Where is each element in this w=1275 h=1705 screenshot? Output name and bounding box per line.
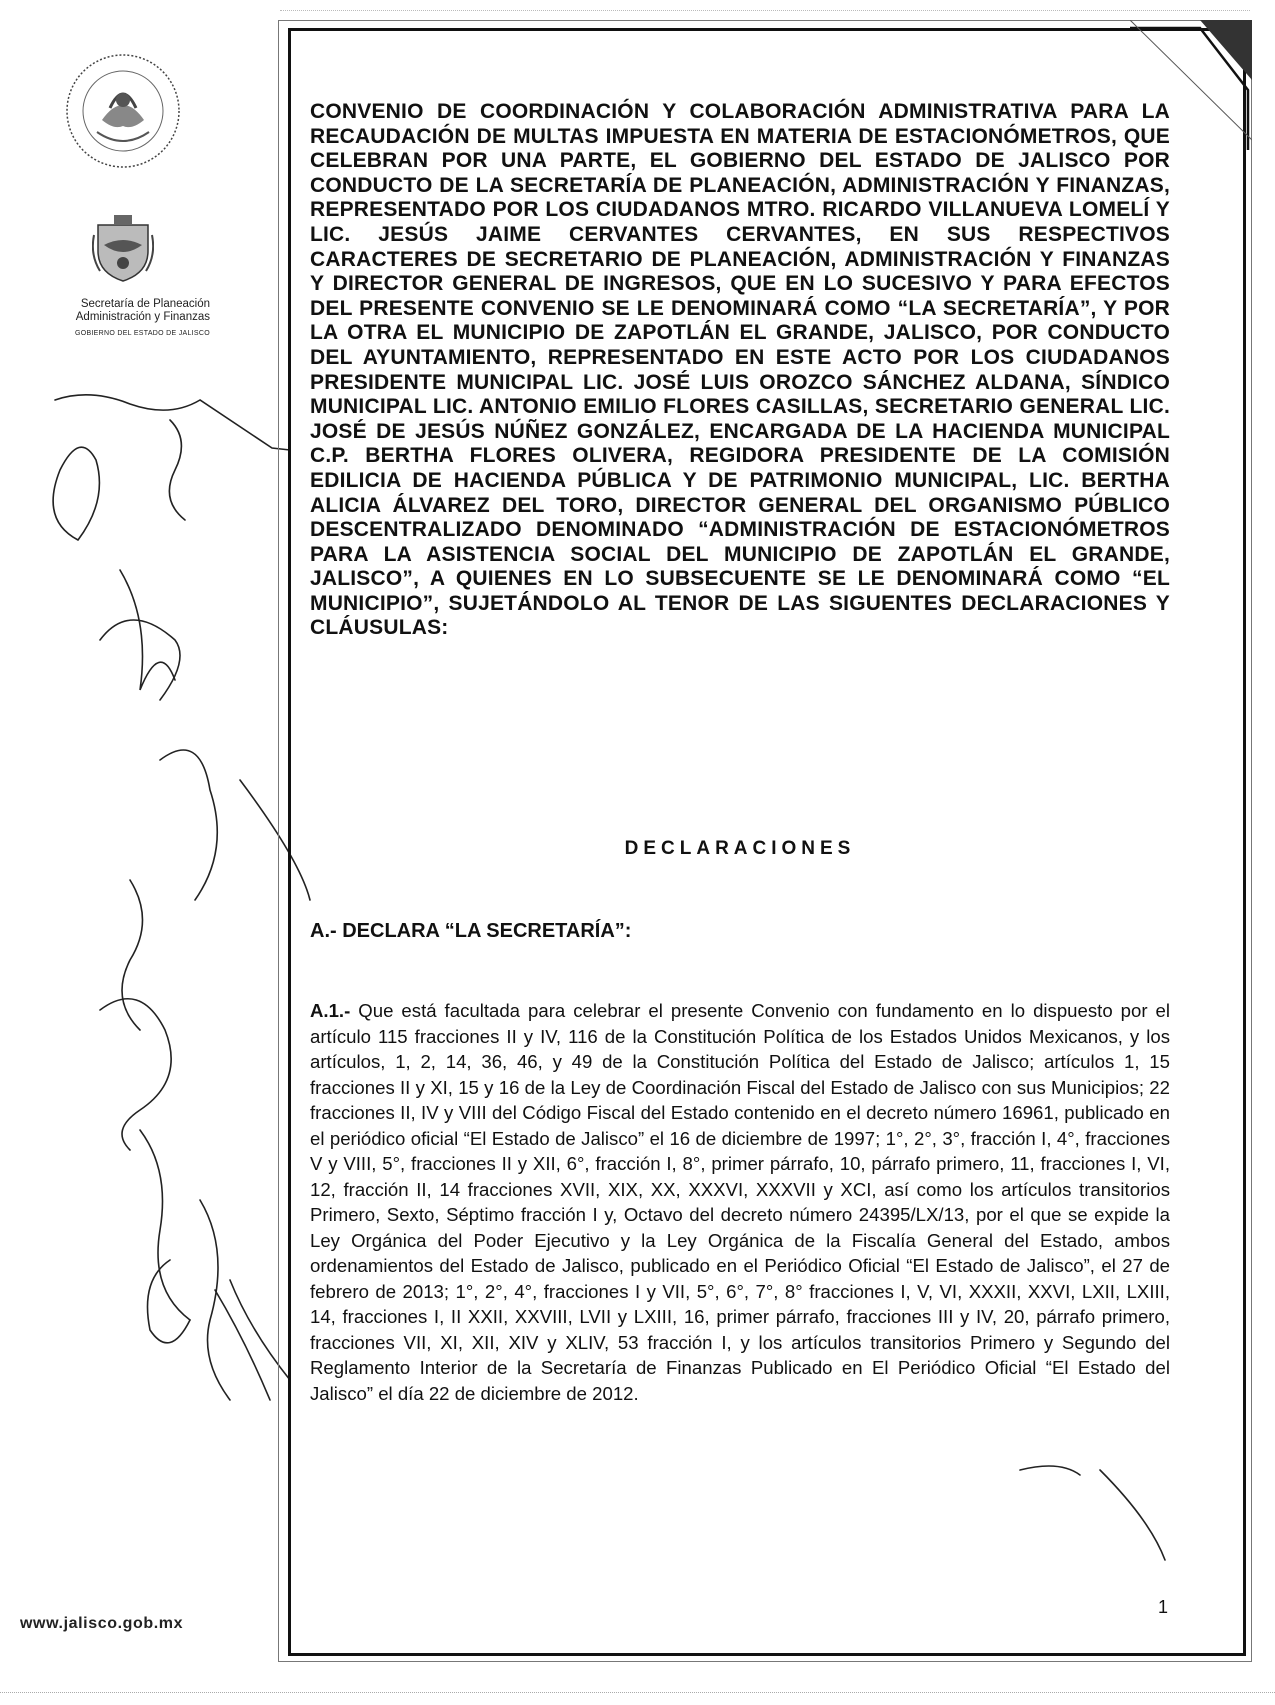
paragraph-a1-label: A.1.- [310, 1000, 351, 1021]
scan-top-edge [280, 10, 1250, 11]
website-link[interactable]: www.jalisco.gob.mx [20, 1615, 184, 1632]
agreement-title: CONVENIO DE COORDINACIÓN Y COLABORACIÓN ADMINISTRATIVA PARA LA RECAUDACIÓN DE MULTAS IMPUESTA EN MATERIA DE ESTACIONÓMETROS, QUE CELEBRAN POR UNA PARTE, EL GOBIERNO DEL ESTADO DE JALISCO POR CONDUCTO DE LA SECRETARÍA DE PLANEACIÓN, ADMINISTRACIÓN Y FINANZAS, REPRESENTADO POR LOS CIUDADANOS MTRO. RICARDO VILLANUEVA LOMELÍ Y LIC. JESÚS JAIME CERVANTES CERVANTES, EN SUS RESPECTIVOS CARACTERES DE SECRETARIO DE PLANEACIÓN, ADMINISTRACIÓN Y FINANZAS Y DIRECTOR GENERAL DE INGRESOS, QUE EN LO SUCESIVO Y PARA EFECTOS DEL PRESENTE CONVENIO SE LE DENOMINARÁ COMO “LA SECRETARÍA”, Y POR LA OTRA EL MUNICIPIO DE ZAPOTLÁN EL GRANDE, JALISCO, POR CONDUCTO DEL AYUNTAMIENTO, REPRESENTADO EN ESTE ACTO POR LOS CIUDADANOS PRESIDENTE MUNICIPAL LIC. JOSÉ LUIS OROZCO SÁNCHEZ ALDANA, SÍNDICO MUNICIPAL LIC. ANTONIO EMILIO FLORES CASILLAS, SECRETARIO GENERAL LIC. JOSÉ DE JESÚS NÚÑEZ GONZÁLEZ, ENCARGADA DE LA HACIENDA MUNICIPAL C.P. BERTHA FLORES OLIVERA, REGIDORA PRESIDENTE DE LA COMISIÓN EDILICIA DE HACIENDA PÚBLICA Y DE PATRIMONIO MUNICIPAL, LIC. BERTHA ALICIA ÁLVAREZ DEL TORO, DIRECTOR GENERAL DEL ORGANISMO PÚBLICO DESCENTRALIZADO DENOMINADO “ADMINISTRACIÓN DE ESTACIONÓMETROS PARA LA ASISTENCIA SOCIAL DEL MUNICIPIO DE ZAPOTLÁN EL GRANDE, JALISCO”, A QUIENES EN LO SUBSECUENTE SE LE DENOMINARÁ COMO “EL MUNICIPIO”, SUJETÁNDOLO AL TENOR DE LAS SIGUENTES DECLARACIONES Y CLÁUSULAS: [310, 100, 1170, 640]
subsection-heading-secretaria: A.- DECLARA “LA SECRETARÍA”: [310, 920, 632, 942]
national-seal-icon [62, 50, 184, 172]
agency-line-2: Administración y Finanzas [75, 311, 210, 323]
agency-line-1: Secretaría de Planeación [80, 298, 210, 310]
scan-bottom-edge [0, 1692, 1275, 1693]
section-heading-declaraciones: DECLARACIONES [624, 838, 856, 859]
agency-name [34, 298, 210, 340]
jalisco-shield-icon [92, 215, 154, 283]
document-body [310, 100, 1170, 641]
paragraph-a1-text: Que está facultada para celebrar el presente Convenio con fundamento en lo dispuesto por el artículo 115 fracciones II y IV, 116 de la Constitución Política de los Estados Unidos Mexicanos, y los artículos, 1, 2, 14, 36, 46, y 49 de la Constitución Política del Estado de Jalisco; artículos 1, 15 fracciones II y XI, 15 y 16 de la Ley de Coordinación Fiscal del Estado de Jalisco con sus Municipios; 22 fracciones II, IV y VIII del Código Fiscal del Estado contenido en el decreto número 16961, publicado en el periódico oficial “El Estado de Jalisco” el 16 de diciembre de 1997; 1°, 2°, 3°, fracción I, 4°, fracciones V y VIII, 5°, fracciones II y XII, 6°, fracción I, 8°, primer párrafo, 10, párrafo primero, 11, fracciones I, VI, 12, fracción II, 14 fracciones XVII, XIX, XX, XXXVI, XXXVII y XCI, así como los artículos transitorios Primero, Sexto, Séptimo fracción I y, Octavo del decreto número 24395/LX/13, por el que se expide la Ley Orgánica del Poder Ejecutivo y la Ley Orgánica de la Fiscalía General del Estado, ambos ordenamientos del Estado de Jalisco, publicado en el Periódico Oficial “El Estado de Jalisco”, el 27 de febrero de 2013; 1°, 2°, 4°, fracciones I y VII, 5°, 6°, 7°, 8° fracciones I, V, VI, XXXII, XXVI, LXII, LXIII, 14, fracciones I, II XXII, XXVIII, LVII y LXIII, 16, primer párrafo, fracciones III y IV, 20, párrafo primero, fracciones VII, XI, XII, XIV y XLIV, 53 fracción I, y los artículos transitorios Primero y Segundo del Reglamento Interior de la Secretaría de Finanzas Publicado en El Periódico Oficial “El Estado del Jalisco” el día 22 de diciembre de 2012. [310, 1000, 1170, 1404]
agency-line-3: GOBIERNO DEL ESTADO DE JALISCO [74, 330, 210, 337]
paragraph-a1 [310, 998, 1170, 1406]
page-number: 1 [1158, 1597, 1169, 1617]
